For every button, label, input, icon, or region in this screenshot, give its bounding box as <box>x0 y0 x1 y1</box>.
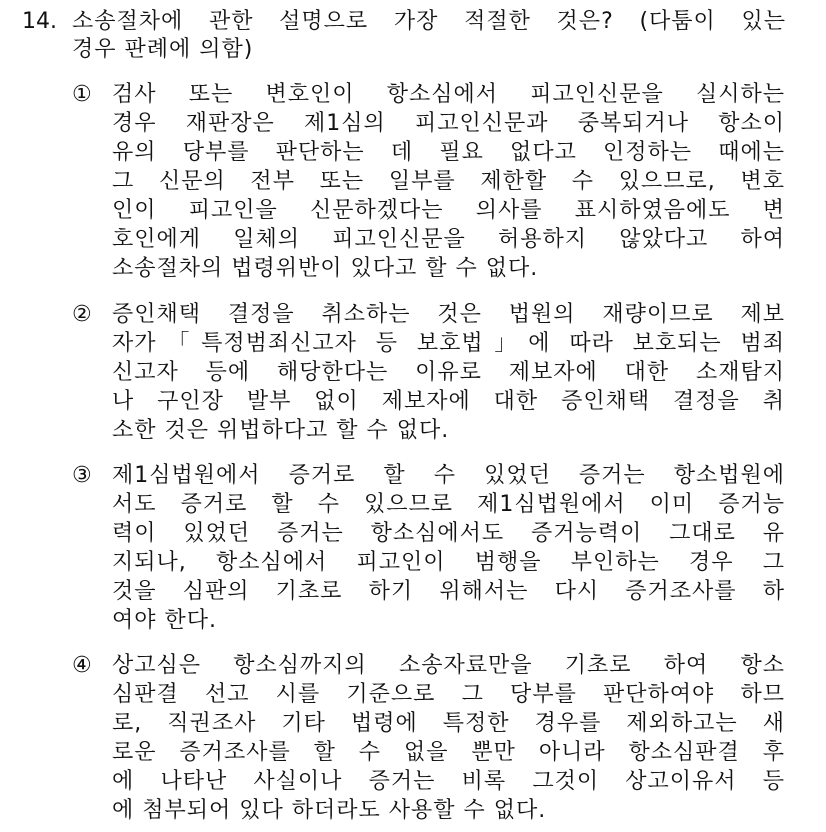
option-text-line: 나 구인장 발부 없이 제보자에 대한 증인채택 결정을 취 <box>112 389 785 414</box>
question-text-line: 소송절차에 관한 설명으로 가장 적절한 것은? (다툼이 있는 <box>72 9 786 34</box>
option-text-line: 인이 피고인을 신문하겠다는 의사를 표시하였음에도 변 <box>112 198 785 223</box>
option-text <box>112 461 785 635</box>
option-text-line: 신고자 등에 해당한다는 이유로 제보자에 대한 소재탐지 <box>112 360 785 385</box>
question-stem <box>22 8 786 64</box>
option-text-line: 자가「특정범죄신고자 등 보호법」에 따라 보호되는 범죄 <box>112 331 785 356</box>
answer-option-3 <box>72 461 786 635</box>
option-marker: ④ <box>72 653 92 678</box>
option-text-line: 로운 증거조사를 할 수 없을 뿐만 아니라 항소심판결 후 <box>112 740 785 765</box>
answer-option-1 <box>72 80 786 283</box>
option-text-line: 여야 한다. <box>112 608 217 633</box>
option-text-line: 경우 재판장은 제1심의 피고인신문과 중복되거나 항소이 <box>112 111 785 136</box>
option-marker: ③ <box>72 463 92 488</box>
option-text-line: 지되나, 항소심에서 피고인이 범행을 부인하는 경우 그 <box>112 550 785 575</box>
question-text-line: 경우 판례에 의함) <box>72 37 254 62</box>
option-text-line: 증인채택 결정을 취소하는 것은 법원의 재량이므로 제보 <box>112 302 785 327</box>
option-text-line: 상고심은 항소심까지의 소송자료만을 기초로 하여 항소 <box>112 653 785 678</box>
option-text <box>112 80 785 283</box>
option-text-line: 유의 당부를 판단하는 데 필요 없다고 인정하는 때에는 <box>112 140 785 165</box>
option-text-line: 심판결 선고 시를 기준으로 그 당부를 판단하여야 하므 <box>112 682 785 707</box>
option-marker: ① <box>72 82 92 107</box>
option-marker: ② <box>72 302 92 327</box>
option-text-line: 에 첨부되어 있다 하더라도 사용할 수 없다. <box>112 798 547 823</box>
question-number: 14. <box>22 9 57 34</box>
option-text <box>112 300 785 445</box>
option-text-line: 소송절차의 법령위반이 있다고 할 수 없다. <box>112 256 539 281</box>
option-text-line: 력이 있었던 증거는 항소심에서도 증거능력이 그대로 유 <box>112 521 785 546</box>
answer-option-2 <box>72 300 786 445</box>
question-text <box>72 8 786 64</box>
option-text-line: 서도 증거로 할 수 있으므로 제1심법원에서 이미 증거능 <box>112 492 785 517</box>
option-text <box>112 651 785 825</box>
answer-option-4 <box>72 651 786 825</box>
option-text-line: 소한 것은 위법하다고 할 수 없다. <box>112 418 450 443</box>
option-text-line: 호인에게 일체의 피고인신문을 허용하지 않았다고 하여 <box>112 227 785 252</box>
option-text-line: 검사 또는 변호인이 항소심에서 피고인신문을 실시하는 <box>112 82 785 107</box>
option-text-line: 에 나타난 사실이나 증거는 비록 그것이 상고이유서 등 <box>112 769 785 794</box>
option-text-line: 것을 심판의 기초로 하기 위해서는 다시 증거조사를 하 <box>112 579 785 604</box>
option-text-line: 제1심법원에서 증거로 할 수 있었던 증거는 항소법원에 <box>112 463 785 488</box>
option-text-line: 그 신문의 전부 또는 일부를 제한할 수 있으므로, 변호 <box>112 169 785 194</box>
option-text-line: 로, 직권조사 기타 법령에 특정한 경우를 제외하고는 새 <box>112 711 785 736</box>
